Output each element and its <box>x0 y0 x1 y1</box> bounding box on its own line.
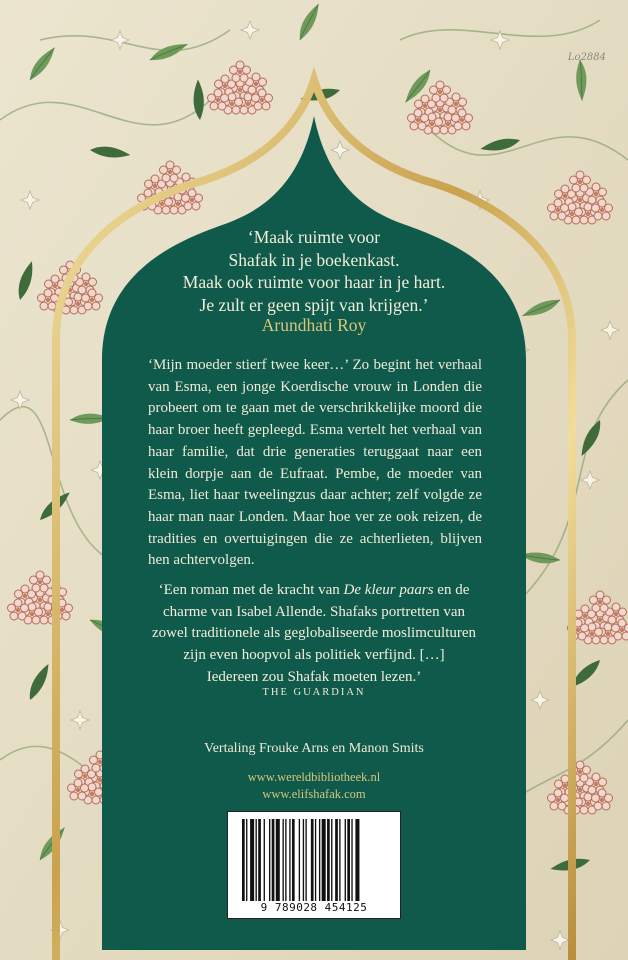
barcode-bars <box>242 819 388 901</box>
corner-note: Lo2884 <box>567 52 606 63</box>
quote-bottom <box>0 580 628 689</box>
quote-bottom-line-2: charme van Isabel Allende. Shafaks portretten van <box>163 603 465 620</box>
quote-top-line-4: Je zult er geen spijt van krijgen.’ <box>199 294 429 315</box>
quote-bottom-book-title: De kleur paars <box>343 582 434 598</box>
quote-top-line-1: ‘Maak ruimte voor <box>247 227 381 247</box>
translation-credit: Vertaling Frouke Arns en Manon Smits <box>204 741 424 756</box>
quote-top-line-3: Maak ook ruimte voor haar in je hart. <box>182 272 446 292</box>
quote-bottom-line-5: Iedereen zou Shafak moeten lezen.’ <box>206 668 422 685</box>
quote-top <box>0 226 628 316</box>
author-url: www.elifshafak.com <box>262 787 366 801</box>
isbn-barcode <box>227 811 401 919</box>
quote-top-line-2: Shafak in je boekenkast. <box>228 249 400 270</box>
quote-bottom-suffix: en de <box>433 582 470 598</box>
publisher-url: www.wereldbibliotheek.nl <box>247 770 381 784</box>
quote-bottom-line-4: zijn even hoopvol als politiek verfijnd. […] <box>183 647 445 664</box>
quote-bottom-source: THE GUARDIAN <box>262 687 366 698</box>
quote-top-author: Arundhati Roy <box>261 315 367 335</box>
blurb-text: ‘Mijn moeder stierf twee keer…’ Zo begint het verhaal van Esma, een jonge Koerdische vrouw in Londen die probeert om te gaan met de verschrikkelijke moord die haar broer heeft gepleegd. Esma vertelt het verhaal van haar familie, dat drie generaties teruggaat naar een klein dorpje aan de Eufraat. Pembe, de moeder van Esma, liet haar tweelingzus daar achter; zelf volgde ze haar man naar Londen. Maar hoe ver ze ook reizen, de tradities en overtuigingen die ze achterlieten, blijven hen achtervolgen. <box>148 357 482 569</box>
quote-bottom-line-1 <box>0 580 628 602</box>
isbn-number: 9 789028 454125 <box>260 901 368 914</box>
quote-bottom-prefix: ‘Een roman met de kracht van <box>158 582 344 598</box>
quote-bottom-line-3: zowel traditionele als geglobaliseerde moslimculturen <box>151 625 477 642</box>
